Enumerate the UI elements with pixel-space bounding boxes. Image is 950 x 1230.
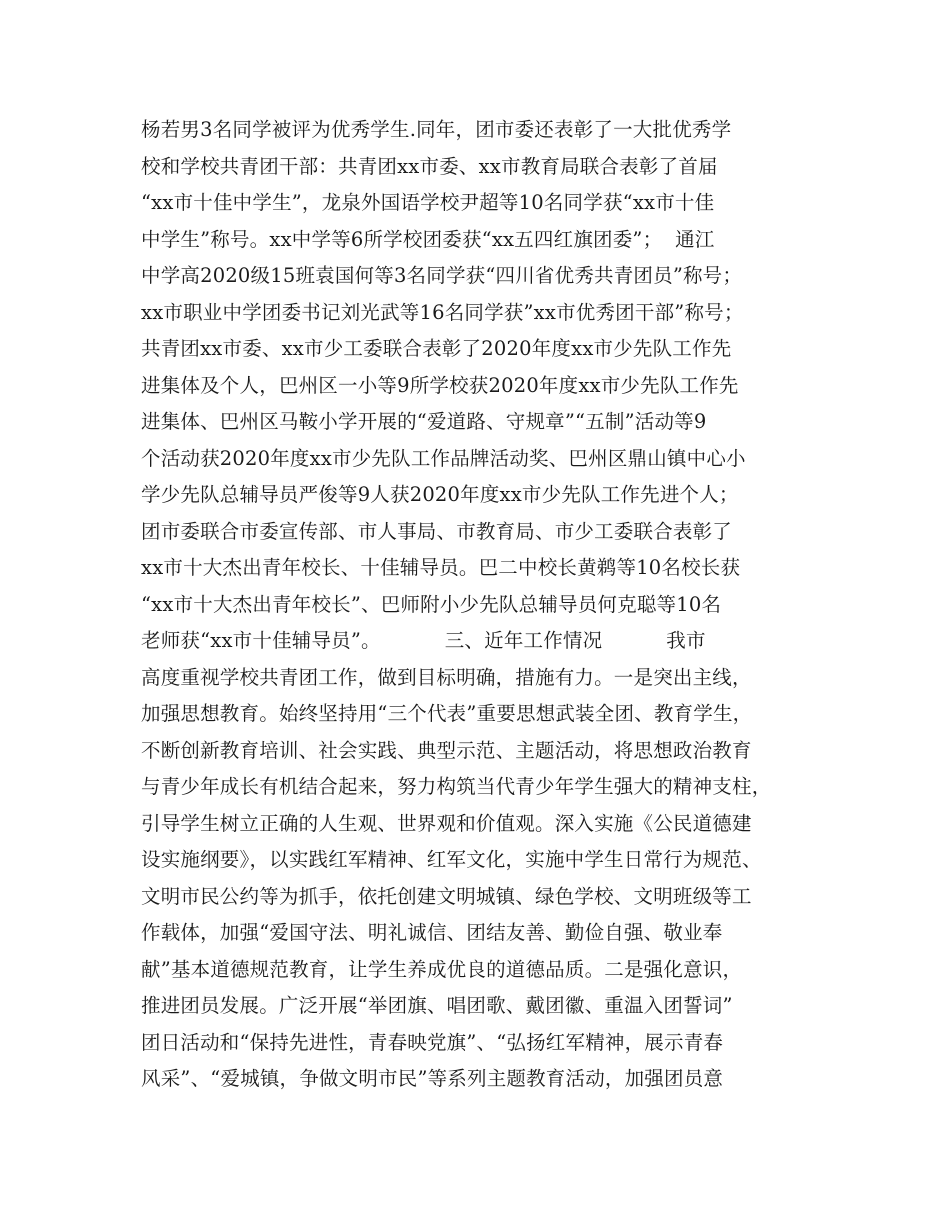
text-line: “xx市十佳中学生”，龙泉外国语学校尹超等10名同学获“xx市十佳 [141, 191, 715, 214]
text-line: 进集体、巴州区马鞍小学开展的“爱道路、守规章”“五制”活动等9 [141, 410, 707, 433]
text-line: “xx市十大杰出青年校长”、巴师附小少先队总辅导员何克聪等10名 [141, 592, 722, 616]
text-line: 不断创新教育培训、社会实践、典型示范、主题活动，将思想政治教育 [141, 738, 752, 762]
text-line: 中学高2020级15班袁国何等3名同学获“四川省优秀共青团员”称号； [141, 264, 743, 287]
text-line: xx市十大杰出青年校长、十佳辅导员。巴二中校长黄鹈等10名校长获 [141, 556, 741, 579]
text-line: 推进团员发展。广泛开展“举团旗、唱团歌、戴团徽、重温入团誓词” [141, 994, 733, 1017]
text-line: 风采”、“爱城镇，争做文明市民”等系列主题教育活动，加强团员意 [141, 1067, 724, 1090]
text-line: 个活动获2020年度xx市少先队工作品牌活动奖、巴州区鼎山镇中心小 [141, 446, 746, 470]
text-line: 杨若男3名同学被评为优秀学生.同年，团市委还表彰了一大批优秀学 [141, 118, 732, 141]
text-line: 团日活动和“保持先进性，青春映党旗”、“弘扬红军精神，展示青春 [141, 1030, 724, 1054]
text-line: 加强思想教育。始终坚持用“三个代表”重要思想武装全团、教育学生， [141, 702, 753, 725]
text-line: 设实施纲要》，以实践红军精神、红军文化，实施中学生日常行为规范、 [141, 848, 762, 871]
text-line: 团市委联合市委宣传部、市人事局、市教育局、市少工委联合表彰了 [141, 519, 733, 543]
text-line: 引导学生树立正确的人生观、世界观和价值观。深入实施《公民道德建 [141, 811, 752, 835]
text-line: 学少先队总辅导员严俊等9人获2020年度xx市少先队工作先进个人； [141, 483, 739, 506]
text-line: 老师获“xx市十佳辅导员”。 三、近年工作情况 我市 [141, 629, 706, 652]
text-line: 中学生”称号。xx中学等6所学校团委获“xx五四红旗团委”； 通江 [141, 227, 715, 251]
text-line: 高度重视学校共青团工作，做到目标明确，措施有力。一是突出主线， [141, 665, 752, 689]
text-line: 作载体，加强“爱国守法、明礼诚信、团结友善、勤俭自强、敬业奉 [141, 921, 723, 944]
body-text [141, 112, 821, 1098]
text-line: xx市职业中学团委书记刘光武等16名同学获”xx市优秀团干部”称号； [141, 300, 744, 324]
text-line: 校和学校共青团干部：共青团xx市委、xx市教育局联合表彰了首届 [141, 154, 718, 178]
text-line: 与青少年成长有机结合起来，努力构筑当代青少年学生强大的精神支柱， [141, 775, 772, 798]
text-line: 献”基本道德规范教育，让学生养成优良的道德品质。二是强化意识， [141, 957, 743, 981]
text-line: 文明市民公约等为抓手，依托创建文明城镇、绿色学校、文明班级等工 [141, 884, 752, 908]
text-line: 进集体及个人，巴州区一小等9所学校获2020年度xx市少先队工作先 [141, 373, 739, 397]
text-line: 共青团xx市委、xx市少工委联合表彰了2020年度xx市少先队工作先 [141, 337, 732, 360]
